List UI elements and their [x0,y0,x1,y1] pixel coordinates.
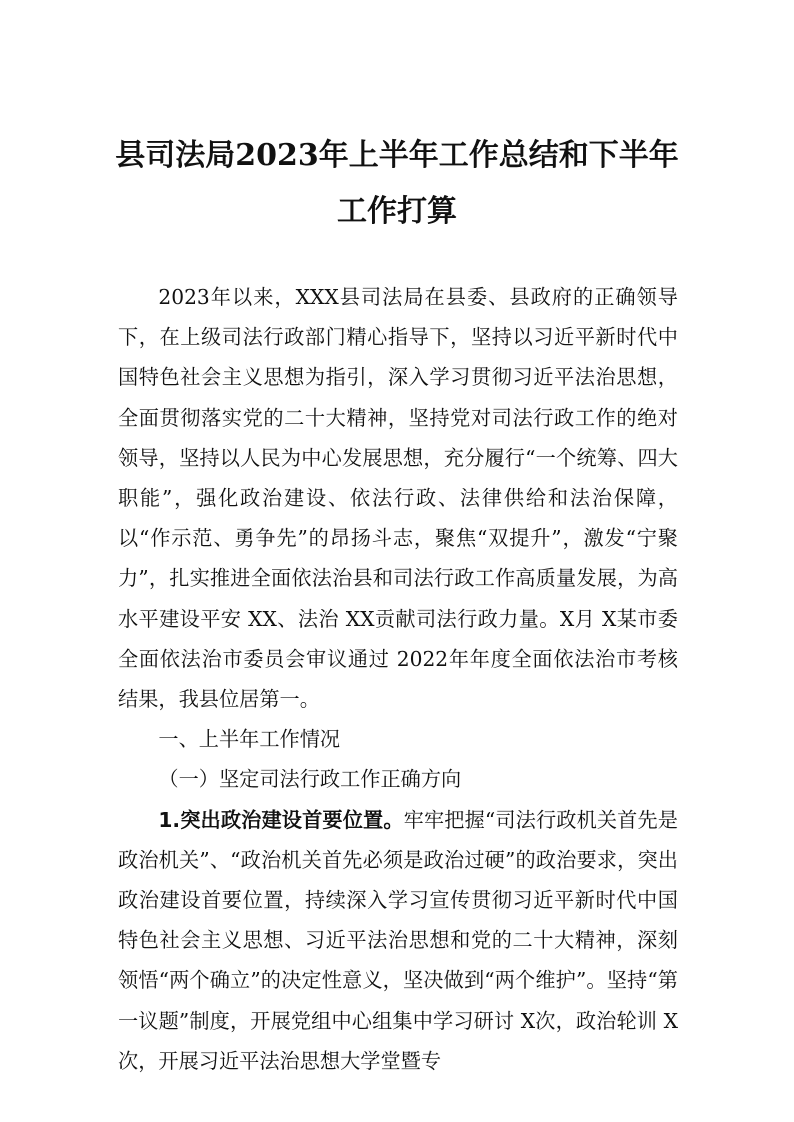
item-lead-text: 1.突出政治建设首要位置。 [158,807,404,832]
intro-paragraph: 2023年以来，XXX县司法局在县委、县政府的正确领导下，在上级司法行政部门精心指导下，坚持以习近平新时代中国特色社会主义思想为指引，深入学习贯彻习近平法治思想，全面贯彻落实党的二十大精神，坚持党对司法行政工作的绝对领导，坚持以人民为中心发展思想，充分履行“一个统筹、四大职能”，强化政治建设、依法行政、法律供给和法治保障，以“作示范、勇争先”的昂扬斗志，聚焦“双提升”，激发“宁聚力”，扎实推进全面依法治县和司法行政工作高质量发展，为高水平建设平安 XX、法治 XX贡献司法行政力量。X月 X某市委全面依法治市委员会审议通过 2022年年度全面依法治市考核结果，我县位居第一。 [118,285,678,712]
title-line-2: 工作打算 [337,194,457,229]
document-title [110,128,684,240]
item-body-text: 牢牢把握“司法行政机关首先是政治机关”、“政治机关首先必须是政治过硬”的政治要求，突出政治建设首要位置，持续深入学习宣传贯彻习近平新时代中国特色社会主义思想、习近平法治思想和党的二十大精神，深刻领悟“两个确立”的决定性意义，坚决做到“两个维护”。坚持“第一议题”制度，开展党组中心组集中学习研讨 X次，政治轮训 X次，开展习近平法治思想大学堂暨专 [118,807,678,1073]
title-line-1: 县司法局2023年上半年工作总结和下半年 [115,138,679,173]
subsection-heading: （一）坚定司法行政工作正确方向 [158,767,462,792]
section-heading: 一、上半年工作情况 [158,727,341,752]
item-paragraph [118,800,678,1081]
document-body [118,277,678,1081]
